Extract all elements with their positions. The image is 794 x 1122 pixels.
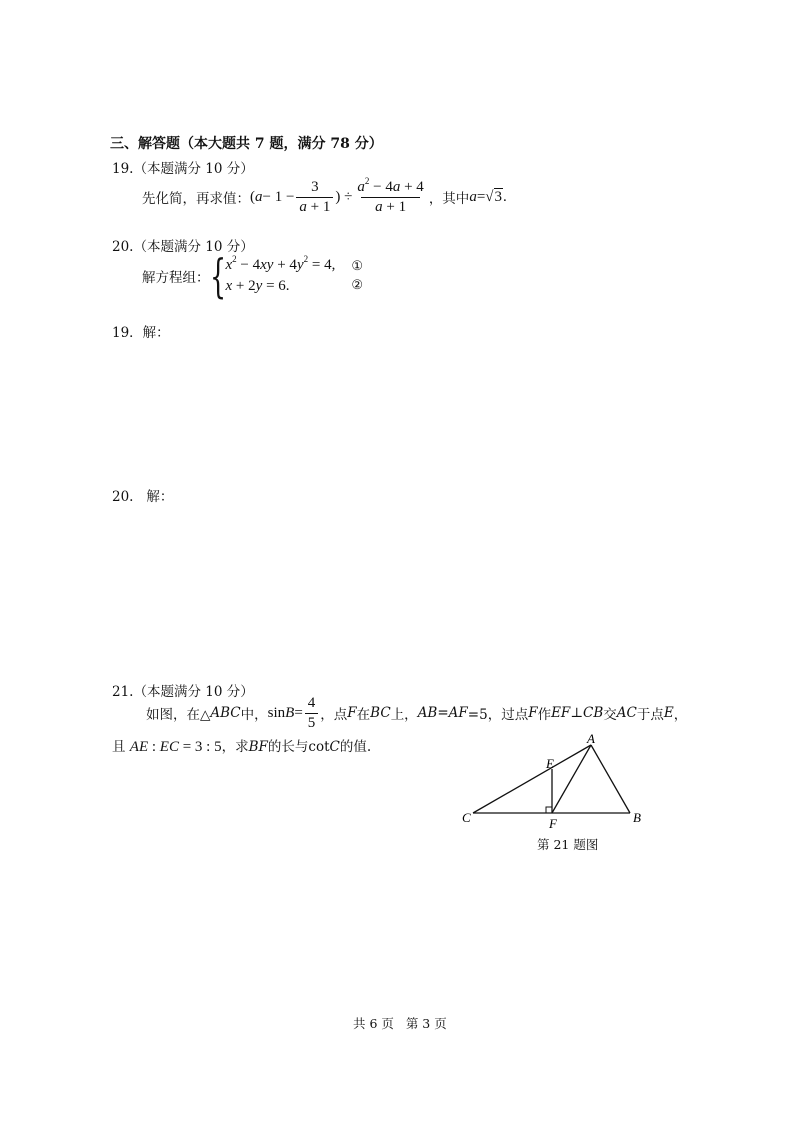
q19-intro: 先化简，再求值： bbox=[142, 191, 250, 207]
segment-ab bbox=[591, 745, 630, 813]
q21-number: 21. bbox=[112, 684, 134, 700]
label-f: F bbox=[549, 816, 557, 830]
q21-line-2: 且 AE : EC = 3 : 5，求BF的长与cotC的值. bbox=[112, 739, 372, 755]
q19-header bbox=[112, 157, 254, 177]
q20-intro: 解方程组： bbox=[142, 270, 210, 286]
label-e: E bbox=[546, 756, 554, 771]
figure-caption: 第 21 题图 bbox=[537, 837, 599, 852]
sin-expression: sin B = $\frac{4}{5}$ bbox=[268, 696, 321, 731]
q19-fraction-1: $\frac{3}{a + 1}$ bbox=[296, 180, 333, 215]
equation-system: { $x^2 - 4xy + 4y^2 = 4$, x + 2y = 6. ① ② bbox=[209, 249, 363, 303]
q20-problem bbox=[142, 249, 363, 303]
q21-line-1: 如图，在△ ABC 中， sin B = $\frac{4}{5}$ ，点 F 在 BC 上， AB = AF =5，过点 F 作 EF ⊥ CB 交 AC 于点 E ， bbox=[146, 694, 688, 731]
equation-2: x + 2y = 6. bbox=[225, 278, 290, 294]
q20-number: 20. bbox=[112, 239, 134, 255]
section-heading: 三、解答题（本大题共 7 题，满分 78 分） bbox=[110, 136, 383, 152]
q19-problem: 先化简，再求值： ( a − 1 − $\frac{3}{a + 1}$ ) ÷ $\frac{a^2 - 4a + 4}{a + 1}$ ，其中 a=√3. bbox=[142, 175, 507, 215]
right-angle-mark bbox=[546, 807, 552, 813]
q20-score: （本题满分 10 分） bbox=[133, 239, 254, 255]
q19-expression: ( a − 1 − $\frac{3}{a + 1}$ ) ÷ $\frac{a^2 - 4a + 4}{a + 1}$ bbox=[250, 180, 429, 215]
label-a: A bbox=[587, 731, 595, 746]
q19-number: 19. bbox=[112, 161, 134, 177]
triangle-figure bbox=[455, 730, 655, 830]
label-c: C bbox=[462, 810, 471, 825]
label-b: B bbox=[633, 810, 641, 825]
q19-fraction-2: $\frac{a^2 - 4a + 4}{a + 1}$ bbox=[357, 175, 424, 215]
equation-1: $x^2 - 4xy + 4y^2 = 4$, bbox=[225, 254, 336, 273]
answer-19-label: 19．解： bbox=[112, 325, 170, 341]
page-footer: 共 6 页 第 3 页 bbox=[353, 1016, 447, 1031]
answer-20-label: 20. 解： bbox=[112, 489, 174, 505]
q20-header bbox=[112, 235, 254, 255]
q19-condition: a=√3. bbox=[469, 188, 507, 205]
q21-score: （本题满分 10 分） bbox=[133, 684, 254, 700]
equation-1-marker: ① bbox=[351, 259, 363, 274]
segment-af bbox=[552, 745, 591, 813]
segment-ca bbox=[473, 745, 591, 813]
q19-score: （本题满分 10 分） bbox=[133, 161, 254, 177]
equation-2-marker: ② bbox=[351, 278, 363, 293]
